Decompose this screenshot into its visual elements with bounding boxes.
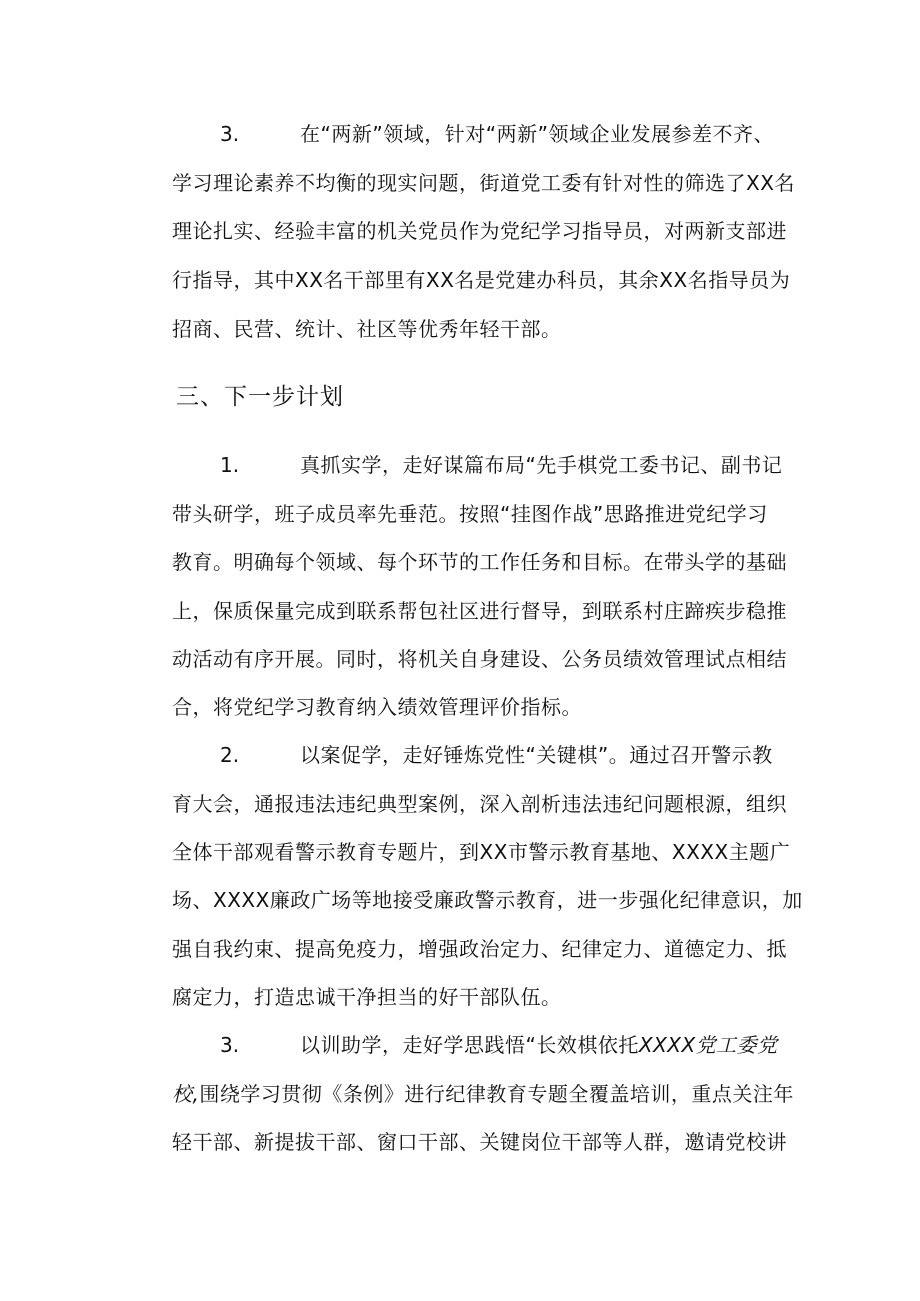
item-number: 3.: [220, 122, 240, 146]
italic-text-run: XXXX党工委党: [638, 1033, 778, 1057]
paragraph-line: 腐定力，打造忠诚干净担当的好干部队伍。: [172, 985, 562, 1009]
item-number: 3.: [220, 1033, 240, 1057]
paragraph-line: 在“两新”领域，针对“两新”领域企业发展参差不齐、: [300, 122, 774, 146]
paragraph-line: 上，保质保量完成到联系帮包社区进行督导，到联系村庄蹄疾步稳推: [172, 599, 787, 623]
paragraph-line: 全体干部观看警示教育专题片，到XX市警示教育基地、XXXX主题广: [172, 840, 791, 864]
paragraph-line: 带头研学，班子成员率先垂范。按照“挂图作战”思路推进党纪学习: [172, 502, 768, 526]
paragraph-line: 真抓实学，走好谋篇布局“先手棋党工委书记、副书记: [300, 453, 783, 477]
paragraph-line: [172, 1080, 794, 1108]
paragraph-line: 强自我约束、提高免疫力，增强政治定力、纪律定力、道德定力、抵: [172, 937, 787, 961]
item-number: 2.: [220, 743, 240, 767]
section-heading: 三、下一步计划: [176, 384, 344, 410]
paragraph-line: 以案促学，走好锤炼党性“关键棋”。通过召开警示教: [300, 743, 773, 767]
paragraph-line: 合，将党纪学习教育纳入绩效管理评价指标。: [172, 695, 582, 719]
paragraph-line: 教育。明确每个领域、每个环节的工作任务和目标。在带头学的基础: [172, 550, 787, 574]
italic-text-run: 校,: [172, 1082, 200, 1106]
paragraph-line: 育大会，通报违法违纪典型案例，深入剖析违法违纪问题根源，组织: [172, 792, 787, 816]
paragraph-line: 轻干部、新提拔干部、窗口干部、关键岗位干部等人群，邀请党校讲: [172, 1130, 787, 1154]
paragraph-line: 招商、民营、统计、社区等优秀年轻干部。: [172, 317, 562, 341]
paragraph-line: 场、XXXX廉政广场等地接受廉政警示教育，进一步强化纪律意识，加: [172, 888, 803, 912]
paragraph-line: [300, 1031, 778, 1059]
paragraph-line: 理论扎实、经验丰富的机关党员作为党纪学习指导员，对两新支部进: [172, 219, 787, 243]
text-run: 以训助学，走好学思践悟“长效棋依托: [300, 1033, 639, 1057]
text-run: 围绕学习贯彻《条例》进行纪律教育专题全覆盖培训，重点关注年: [199, 1082, 794, 1106]
paragraph-line: 学习理论素养不均衡的现实问题，街道党工委有针对性的筛选了XX名: [172, 171, 795, 195]
item-number: 1.: [220, 453, 240, 477]
paragraph-line: 动活动有序开展。同时，将机关自身建设、公务员绩效管理试点相结: [172, 647, 787, 671]
paragraph-line: 行指导，其中XX名干部里有XX名是党建办科员，其余XX名指导员为: [172, 268, 791, 292]
